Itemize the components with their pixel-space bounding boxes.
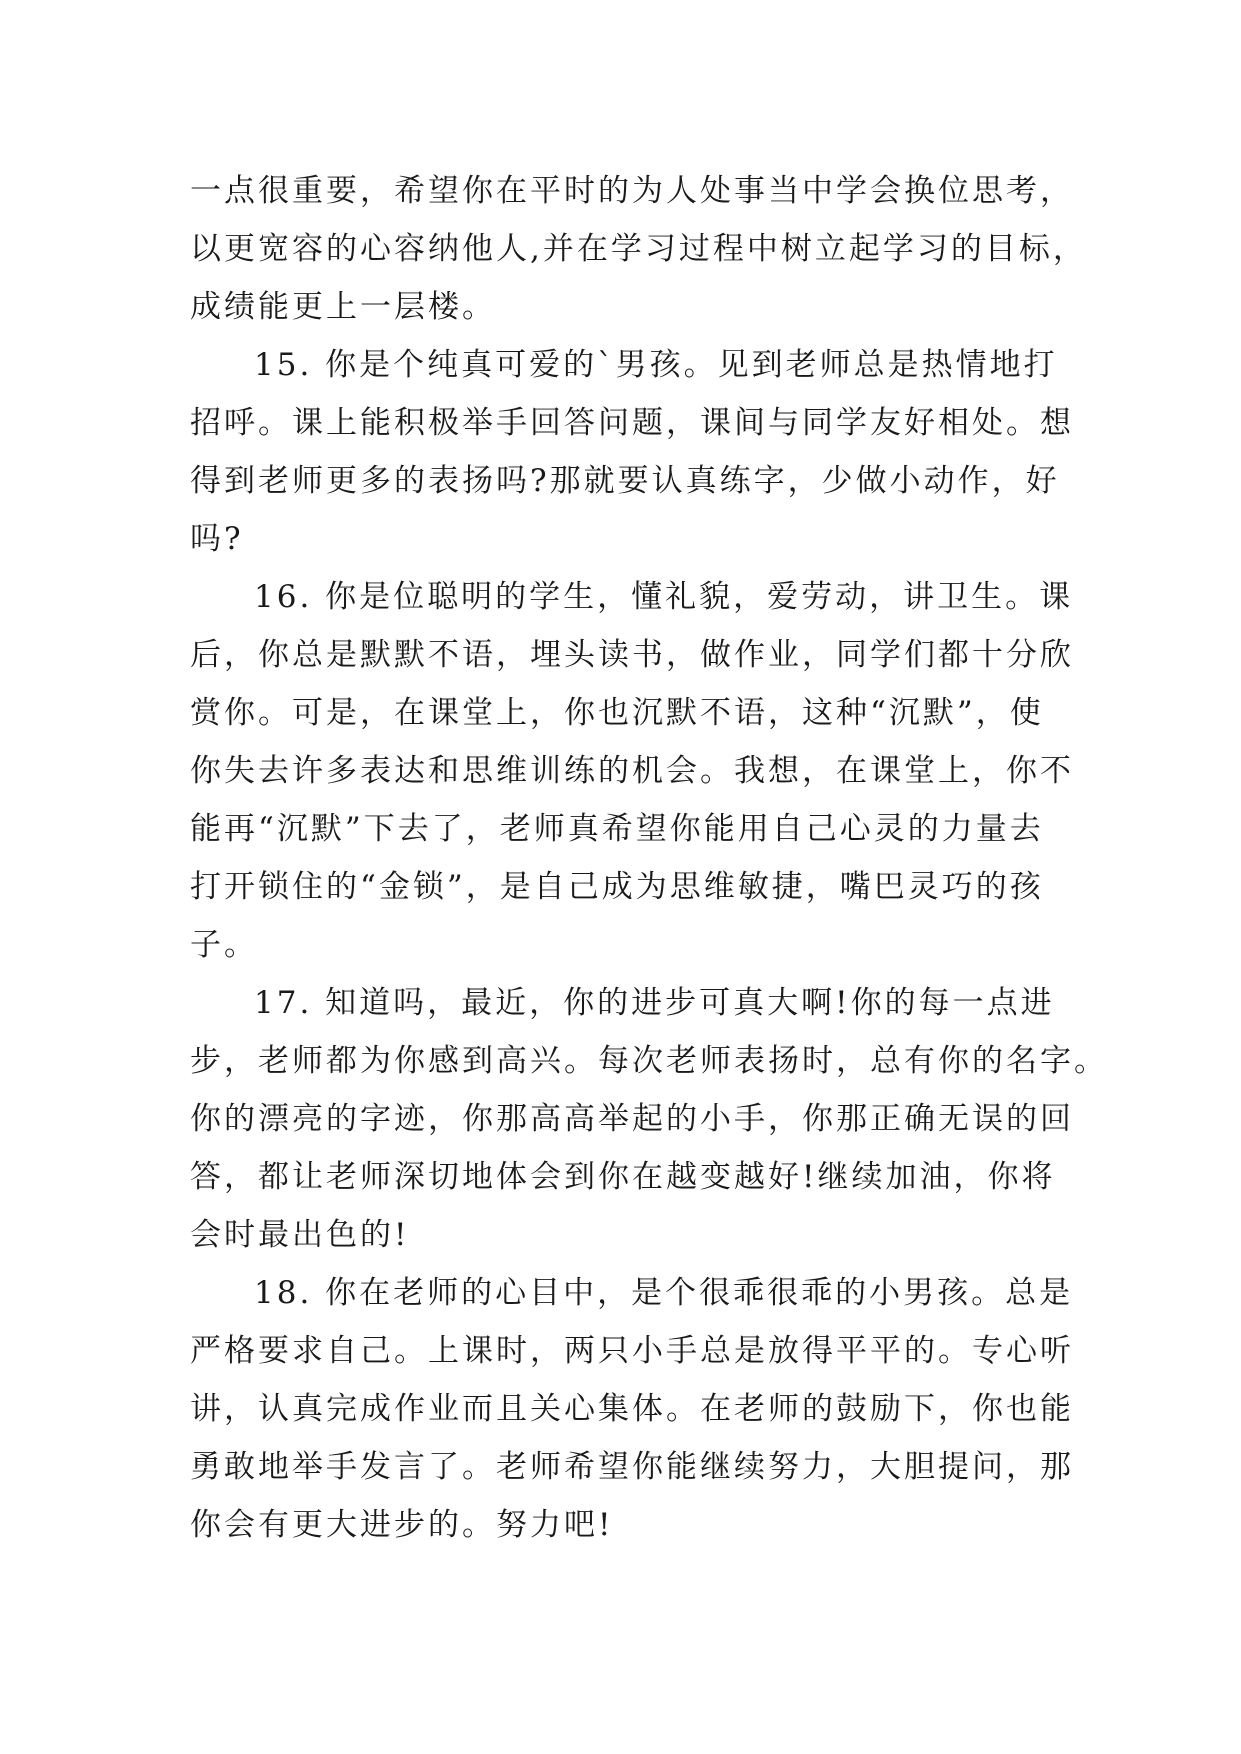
document-body [190,162,1108,1554]
paragraph-17-start: 17. 知道吗，最近，你的进步可真大啊!你的每一点进 [254,985,1055,1021]
text-line: 你会有更大进步的。努力吧! [190,1507,614,1543]
paragraph-16-start: 16. 你是位聪明的学生，懂礼貌，爱劳动，讲卫生。课 [254,579,1074,615]
text-line: 步，老师都为你感到高兴。每次老师表扬时，总有你的名字。 [190,1043,1108,1079]
text-line: 子。 [190,927,258,963]
text-line: 会时最出色的! [190,1217,410,1253]
text-line: 招呼。课上能积极举手回答问题，课间与同学友好相处。想 [190,405,1074,441]
text-line: 成绩能更上一层楼。 [190,289,496,325]
text-line: 一点很重要，希望你在平时的为人处事当中学会换位思考， [190,173,1074,209]
paragraph-18-start: 18. 你在老师的心目中，是个很乖很乖的小男孩。总是 [254,1275,1074,1311]
text-line: 打开锁住的“金锁”，是自己成为思维敏捷，嘴巴灵巧的孩 [190,869,1044,905]
text-line: 答，都让老师深切地体会到你在越变越好!继续加油，你将 [190,1159,1056,1195]
text-line: 你失去许多表达和思维训练的机会。我想，在课堂上，你不 [190,753,1074,789]
text-line: 后，你总是默默不语，埋头读书，做作业，同学们都十分欣 [190,637,1074,673]
text-line: 得到老师更多的表扬吗?那就要认真练字，少做小动作，好 [190,463,1060,499]
text-line: 讲，认真完成作业而且关心集体。在老师的鼓励下，你也能 [190,1391,1074,1427]
text-line: 能再“沉默”下去了，老师真希望你能用自己心灵的力量去 [190,811,1044,847]
text-line: 以更宽容的心容纳他人,并在学习过程中树立起学习的目标， [190,231,1087,267]
text-line: 勇敢地举手发言了。老师希望你能继续努力，大胆提问，那 [190,1449,1074,1485]
text-line: 吗? [190,521,244,557]
paragraph-15-start: 15. 你是个纯真可爱的`男孩。见到老师总是热情地打 [254,347,1058,383]
text-line: 赏你。可是，在课堂上，你也沉默不语，这种“沉默”，使 [190,695,1044,731]
text-line: 严格要求自己。上课时，两只小手总是放得平平的。专心听 [190,1333,1074,1369]
text-line: 你的漂亮的字迹，你那高高举起的小手，你那正确无误的回 [190,1101,1074,1137]
